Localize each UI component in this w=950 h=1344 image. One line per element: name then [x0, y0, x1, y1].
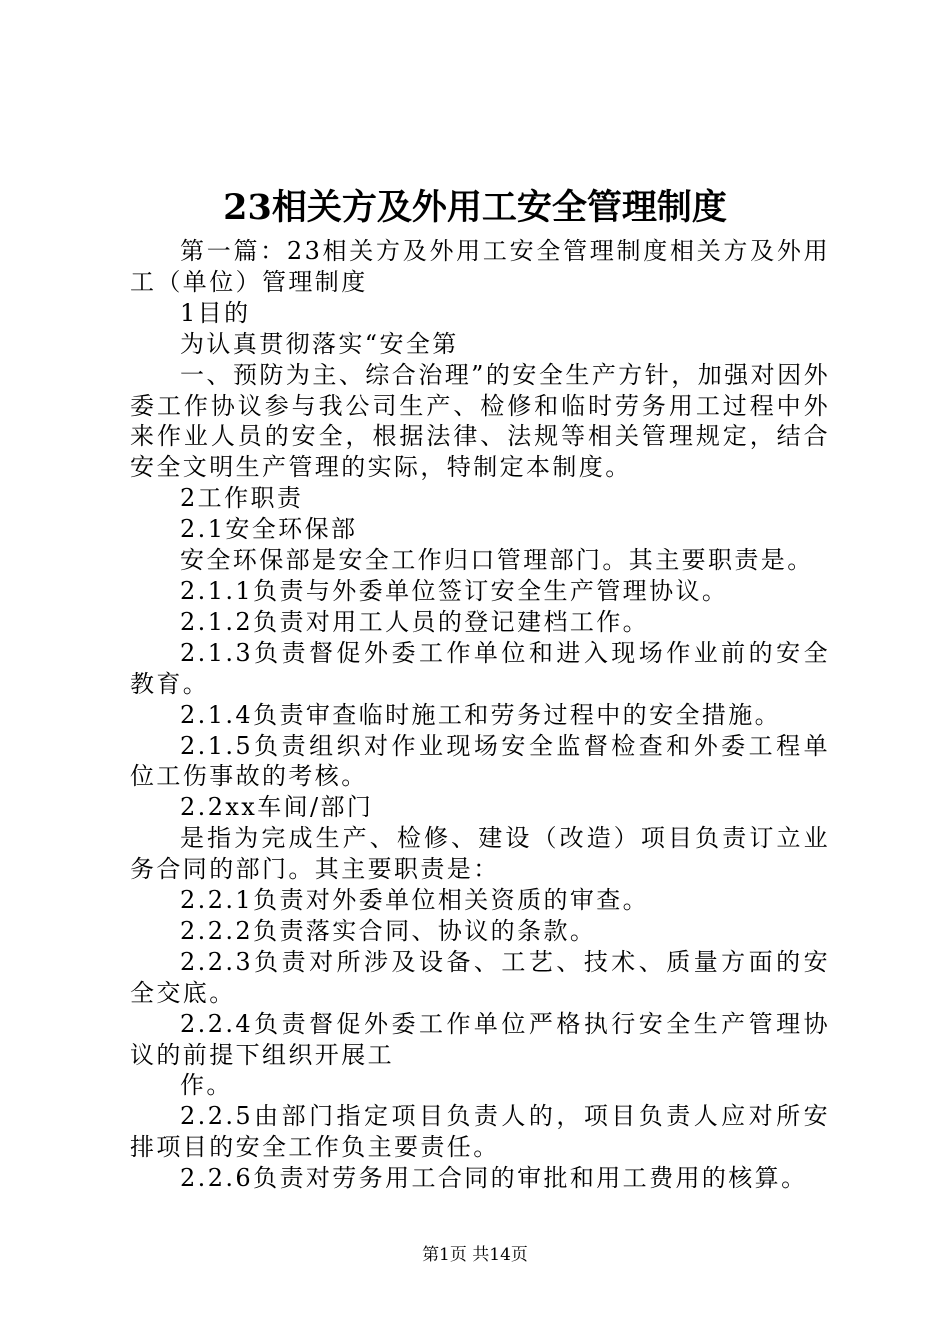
paragraph: 2.1.5负责组织对作业现场安全监督检查和外委工程单位工伤事故的考核。: [130, 731, 830, 791]
paragraph: 2.2.5由部门指定项目负责人的，项目负责人应对所安排项目的安全工作负主要责任。: [130, 1102, 830, 1162]
paragraph: 2.1.2负责对用工人员的登记建档工作。: [180, 607, 650, 636]
paragraph: 2.2.1负责对外委单位相关资质的审查。: [180, 886, 650, 915]
paragraph: 1目的: [180, 298, 251, 327]
document-title: 23相关方及外用工安全管理制度: [223, 187, 727, 228]
paragraph: 2.1.4负责审查临时施工和劳务过程中的安全措施。: [180, 700, 782, 729]
page-number: 第1页 共14页: [422, 1245, 528, 1265]
paragraph: 安全环保部是安全工作归口管理部门。其主要职责是。: [180, 546, 814, 575]
paragraph: 2.2xx车间/部门: [180, 793, 374, 822]
paragraph: 2.1.1负责与外委单位签订安全生产管理协议。: [180, 576, 729, 605]
paragraph: 2.2.6负责对劳务用工合同的审批和用工费用的核算。: [180, 1164, 808, 1193]
paragraph: 一、预防为主、综合治理”的安全生产方针，加强对因外委工作协议参与我公司生产、检修和临时劳务用工过程中外来作业人员的安全，根据法律、法规等相关管理规定，结合安全文明生产管理的实际，特制定本制度。: [130, 360, 830, 482]
page-footer: [0, 1244, 950, 1266]
paragraph: 2.2.3负责对所涉及设备、工艺、技术、质量方面的安全交底。: [130, 947, 830, 1007]
paragraph: 第一篇：23相关方及外用工安全管理制度相关方及外用工（单位）管理制度: [130, 237, 830, 296]
paragraph: 2.1安全环保部: [180, 515, 358, 544]
paragraph: 2工作职责: [180, 484, 304, 513]
document-body: [130, 236, 830, 1194]
paragraph: 是指为完成生产、检修、建设（改造）项目负责订立业务合同的部门。其主要职责是：: [130, 824, 830, 884]
paragraph: 2.2.2负责落实合同、协议的条款。: [180, 916, 597, 945]
paragraph: 2.2.4负责督促外委工作单位严格执行安全生产管理协议的前提下组织开展工: [130, 1009, 830, 1069]
paragraph: 作。: [180, 1071, 233, 1100]
paragraph: 为认真贯彻落实“安全第: [180, 329, 459, 358]
paragraph: 2.1.3负责督促外委工作单位和进入现场作业前的安全教育。: [130, 638, 830, 698]
